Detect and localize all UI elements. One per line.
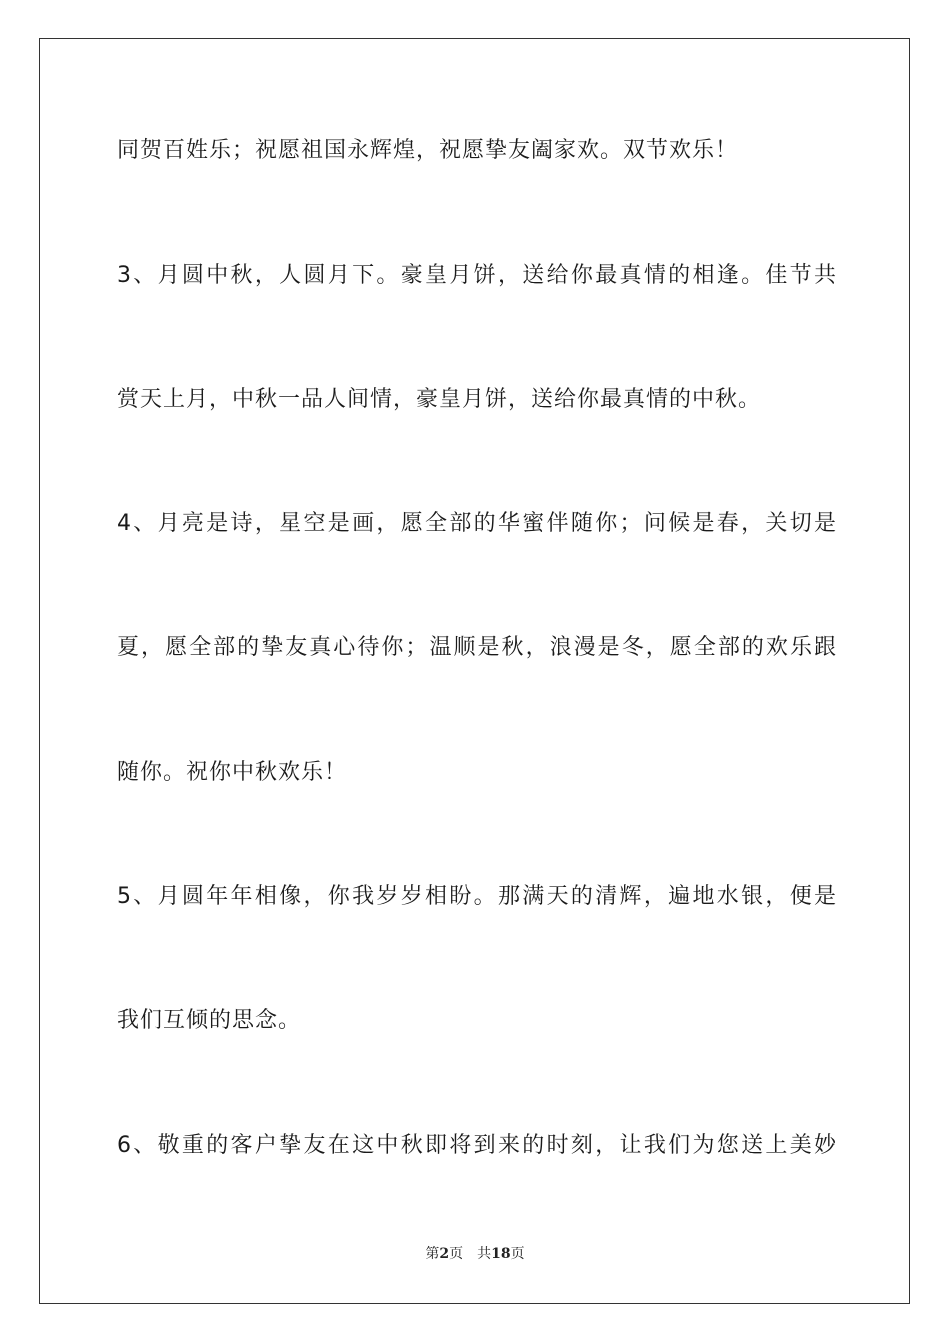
text-line-9: 6、敬重的客户挚友在这中秋即将到来的时刻，让我们为您送上美妙 xyxy=(117,1133,837,1158)
total-suffix: 页 xyxy=(510,1246,525,1262)
text-line-5: 夏，愿全部的挚友真心待你；温顺是秋，浪漫是冬，愿全部的欢乐跟 xyxy=(117,635,837,660)
page-number: 2 xyxy=(439,1246,450,1262)
page-frame xyxy=(39,38,910,1304)
text-line-3: 赏天上月，中秋一品人间情，豪皇月饼，送给你最真情的中秋。 xyxy=(117,387,762,412)
page-footer xyxy=(0,1244,950,1264)
text-line-7: 5、月圆年年相像，你我岁岁相盼。那满天的清辉，遍地水银，便是 xyxy=(117,884,837,909)
text-line-4: 4、月亮是诗，星空是画，愿全部的华蜜伴随你；问候是春，关切是 xyxy=(117,511,837,536)
total-prefix: 共 xyxy=(477,1246,492,1262)
text-line-1: 同贺百姓乐；祝愿祖国永辉煌，祝愿挚友阖家欢。双节欢乐！ xyxy=(117,138,739,163)
page-prefix: 第 xyxy=(425,1246,440,1262)
text-line-2: 3、月圆中秋，人圆月下。豪皇月饼，送给你最真情的相逢。佳节共 xyxy=(117,263,837,288)
total-pages: 18 xyxy=(491,1246,511,1262)
page-suffix: 页 xyxy=(449,1246,464,1262)
text-line-6: 随你。祝你中秋欢乐！ xyxy=(117,760,348,785)
text-line-8: 我们互倾的思念。 xyxy=(117,1008,302,1033)
